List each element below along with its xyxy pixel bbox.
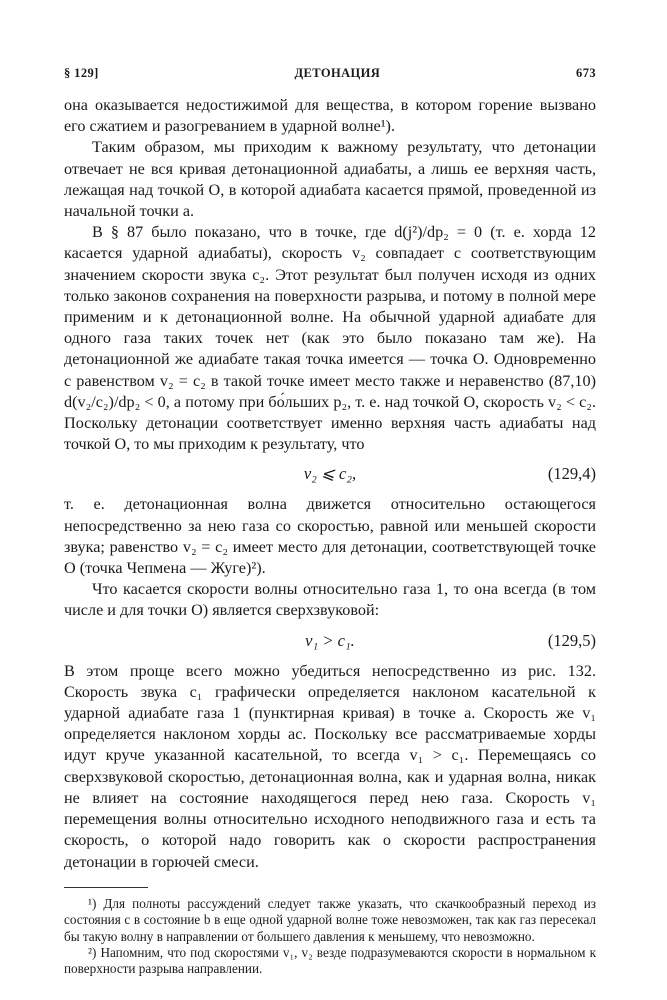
equation-expression: v₂ ⩽ c₂,: [303, 464, 357, 484]
paragraph: Что касается скорости волны относительно газа 1, то она всегда (в том числе и для точки O) является сверхзвуковой:: [64, 580, 596, 620]
paragraph: В § 87 было показано, что в точке, где d(j²)/dp₂ = 0 (т. е. хорда 12 касается ударной адиабаты), скорость v₂ совпадает с соответствующим значением скорости звука c₂. Этот результат был получен исходя из одних только законов сохранения на поверхности разрыва, и потому в полной мере применим и к детонационной волне. На обычной ударной адиабате для одного газа таких точек нет (как это было показано там же). На детонационной же адиабате такая точка имеется — точка O. Одновременно с равенством v₂ = c₂ в такой точке имеет место также и неравенство (87,10) d(v₂/c₂)/dp₂ < 0, а потому при бо́льших p₂, т. е. над точкой O, скорость v₂ < c₂. Поскольку детонации соответствует именно верхняя часть адиабаты над точкой O, то мы приходим к результату, что: [64, 223, 596, 454]
chapter-title: ДЕТОНАЦИЯ: [294, 66, 381, 80]
book-page: [64, 66, 596, 978]
paragraph: она оказывается недостижимой для вещества, в котором горение вызвано его сжатием и разогреванием в ударной волне¹).: [64, 96, 596, 136]
equation-number: (129,5): [547, 630, 596, 650]
paragraph: Таким образом, мы приходим к важному результату, что детонации отвечает не вся кривая детонационной адиабаты, а лишь ее верхняя часть, лежащая над точкой O, в которой адиабата касается прямой, проведенной из начальной точки a.: [64, 138, 596, 221]
footnote-divider: [64, 887, 148, 888]
footnote: ¹) Для полноты рассуждений следует также указать, что скачкообразный переход из состояния c в состояние b в еще одной ударной волне тоже невозможен, так как газ пересекал бы такую волну в направлении от большего давления к меньшему, что невозможно.: [64, 895, 596, 944]
section-marker: § 129]: [64, 66, 99, 80]
main-text: [64, 95, 596, 873]
footnote: ²) Напомним, что под скоростями v₁, v₂ везде подразумеваются скорости в нормальном к поверхности разрыва направлении.: [64, 944, 596, 977]
equation-number: (129,4): [547, 464, 596, 484]
running-head: [64, 66, 596, 81]
equation-expression: v₁ > c₁.: [305, 630, 355, 650]
page-number: 673: [576, 66, 596, 80]
equation-129-4: [64, 458, 596, 490]
paragraph: т. е. детонационная волна движется относительно остающегося непосредственно за нею газа со скоростью, равной или меньшей скорости звука; равенство v₂ = c₂ имеет место для детонации, соответствующей точке O (точка Чепмена — Жуге)²).: [64, 495, 596, 578]
paragraph: В этом проще всего можно убедиться непосредственно из рис. 132. Скорость звука c₁ графически определяется наклоном касательной к ударной адиабате газа 1 (пунктирная кривая) в точке a. Скорость же v₁ определяется наклоном хорды ac. Поскольку все рассматриваемые хорды идут круче указанной касательной, то всегда v₁ > c₁. Перемещаясь со сверхзвуковой скоростью, детонационная волна, как и ударная волна, никак не влияет на состояние находящегося перед нею газа. Скорость v₁ перемещения волны относительно исходного неподвижного газа и есть та скорость, о которой надо говорить как о скорости распространения детонации в горючей смеси.: [64, 661, 596, 871]
equation-129-5: [64, 625, 596, 657]
footnotes: [64, 896, 596, 978]
